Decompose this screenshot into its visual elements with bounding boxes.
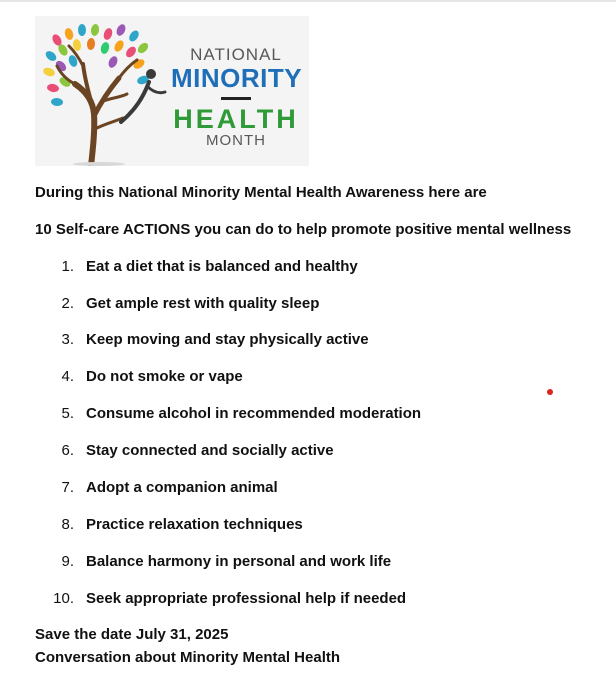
list-item-number: 3. [61,331,74,348]
list-item-text: Consume alcohol in recommended moderation [86,405,422,422]
list-item-number: 8. [61,516,74,533]
list-item-number: 10. [53,590,74,607]
top-divider [0,0,616,2]
list-item-text: Seek appropriate professional help if needed [86,590,407,607]
list-item-number: 2. [61,295,74,312]
list-item-number: 1. [61,258,74,275]
logo-national-text: NATIONAL [190,45,282,64]
list-item-text: Balance harmony in personal and work life [86,553,392,570]
list-item-number: 5. [61,405,74,422]
save-the-date-line: Save the date July 31, 2025 [35,626,229,643]
conversation-line: Conversation about Minority Mental Health [35,649,341,666]
list-item-number: 9. [61,553,74,570]
list-item-text: Stay connected and socially active [86,442,334,459]
list-item-text: Do not smoke or vape [86,368,243,385]
list-item-number: 7. [61,479,74,496]
logo-wordmark [171,46,301,149]
list-item-text: Keep moving and stay physically active [86,331,369,348]
red-dot-marker [547,389,553,395]
logo-month-text: MONTH [206,132,266,149]
tree-logo-icon [39,18,169,166]
list-item-text: Adopt a companion animal [86,479,278,496]
intro-line-1: During this National Minority Mental Health Awareness here are [35,184,487,201]
list-item-number: 4. [61,368,74,385]
logo-divider [221,97,251,100]
list-item-text: Eat a diet that is balanced and healthy [86,258,358,275]
logo-health-text: HEALTH [173,104,299,134]
list-item-text: Practice relaxation techniques [86,516,303,533]
list-item-text: Get ample rest with quality sleep [86,295,320,312]
intro-line-2: 10 Self-care ACTIONS you can do to help promote positive mental wellness [35,221,572,238]
logo-minority-text: MINORITY [171,63,303,93]
nmhm-logo [35,16,309,166]
list-item-number: 6. [61,442,74,459]
